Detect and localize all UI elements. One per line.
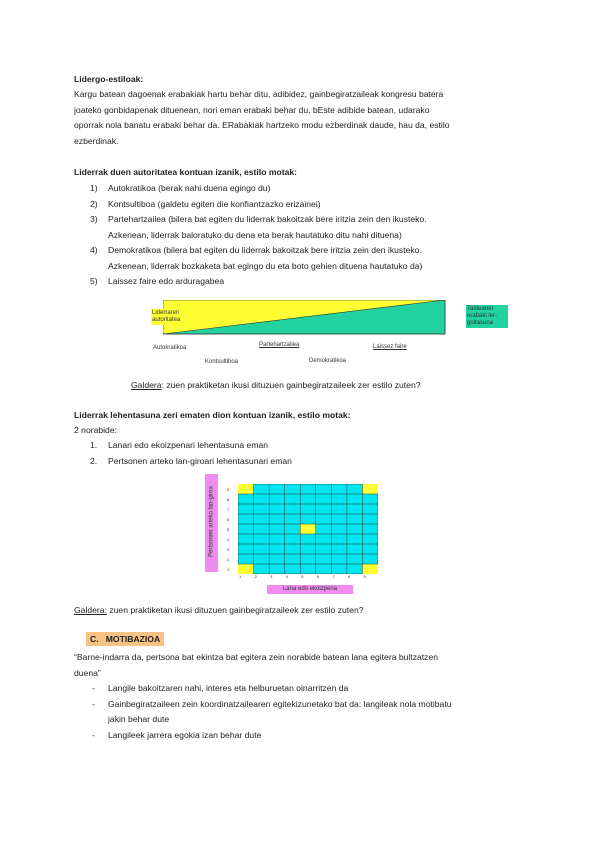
y-axis-label-box (205, 474, 218, 572)
paragraph-line: joateko gonbidapenak dituenean, nori eman erabaki behar du. bEste adibide batean, udarako (74, 104, 430, 115)
directions-subheading: 2 norabide: (74, 425, 118, 435)
list-number: 1) (90, 183, 98, 193)
bullet-item (74, 697, 529, 728)
bullet-text: Gainbegiratzaileen zein koordinatzailearen egitekizunetako bat da: langileak nola motibatu (108, 698, 452, 709)
question-text: : zuen praktiketan ikusi dituzuen gainbegiratzaileek zer estilo zuten? (161, 380, 421, 390)
list-number: 3) (90, 214, 98, 224)
x-tick-labels (238, 575, 378, 583)
question-label: Galdera (131, 380, 162, 390)
list-item-text: Kontsultiboa (galdetu egiten die konfiantzazko erizainei) (108, 198, 321, 209)
motivation-heading-highlight (86, 632, 164, 646)
group-freedom-label: Taldearen erabaki ler-goitasuna (466, 305, 508, 328)
list-item-text: Demokratikoa (bilera bat egiten du liderrak bakoitzak bere iritzia zein den ikusteko. (108, 245, 422, 255)
bullet-item (74, 728, 529, 744)
y-tick-label: 3 (227, 547, 230, 552)
x-tick-label: 1 (239, 574, 242, 579)
list-number: 1. (90, 440, 98, 450)
y-tick-label: 9 (227, 487, 230, 492)
grid-highlight-cell (238, 564, 254, 574)
tick-label-democratic: Demokratikoa (309, 358, 347, 364)
y-tick-label: 2 (227, 557, 230, 562)
bullet-text: Langileek jarrera egokia izan behar dute (108, 729, 262, 740)
x-axis-label: Lana edo ekoizpena (267, 585, 353, 594)
grid-highlight-cell (238, 484, 254, 494)
paragraph-line: ezberdinak. (74, 135, 119, 146)
x-tick-label: 5 (301, 574, 304, 579)
section-heading-motivation (86, 632, 164, 648)
section-heading-authority-styles: Liderrak duen autoritatea kontuan izanik, estilo motak: (74, 167, 298, 177)
list-number: 5) (90, 276, 98, 286)
grid-highlight-cell (362, 484, 378, 494)
continuum-triangle (163, 300, 453, 340)
y-tick-label: 6 (227, 517, 230, 522)
x-tick-label: 7 (332, 574, 335, 579)
dash-icon: - (92, 683, 95, 693)
tick-label-autocratic: Autokratikoa (153, 345, 187, 351)
paragraph-line: oporrak nola banatu erabaki behar da. ERabakiak hartzeko modu ezberdinak daude, hau da, estilo (74, 120, 450, 130)
question-label: Galdera: (74, 605, 107, 615)
grid-highlight-cell (362, 564, 378, 574)
managerial-grid-figure (205, 474, 385, 599)
bullet-item (74, 681, 529, 697)
list-item (74, 438, 529, 454)
section-heading-leadership-styles: Lidergo-estiloak: (74, 74, 144, 84)
grid-highlight-cell (300, 524, 316, 534)
question-2 (74, 603, 364, 619)
y-tick-label: 4 (227, 537, 230, 542)
question-1 (131, 378, 421, 394)
x-tick-label: 3 (270, 574, 273, 579)
tick-label-consultative: Kontsultiboa (205, 359, 239, 365)
list-item-text: Azkenean, liderrak baloratuko du dena eta berak hautatuko ditu nahi dituena) (108, 229, 402, 240)
y-tick-label: 8 (227, 497, 230, 502)
y-tick-label: 1 (227, 567, 230, 572)
tick-label-participative: Partehartzailea (259, 342, 300, 348)
bullet-text: Langile bakoitzaren nahi, interes eta helburuetan oinarritzen da (108, 683, 349, 693)
x-tick-label: 9 (363, 574, 366, 579)
section-heading-priority-styles: Liderrak lehentasuna zeri ematen dion kontuan izanik, estilo motak: (74, 410, 351, 420)
section-letter: C. (90, 634, 99, 644)
section-title: MOTIBAZIOA (105, 634, 161, 644)
grid-chart (238, 484, 378, 574)
x-tick-label: 6 (316, 574, 319, 579)
list-number: 4) (90, 245, 98, 255)
x-tick-label: 4 (285, 574, 288, 579)
priority-list (74, 438, 529, 469)
list-item (74, 243, 529, 274)
leadership-continuum-diagram (152, 300, 498, 372)
list-item-text: Laissez faire edo arduragabea (108, 276, 225, 286)
x-tick-label: 8 (347, 574, 351, 579)
y-tick-label: 7 (227, 507, 230, 512)
list-number: 2) (90, 198, 98, 209)
y-axis-label: Pertsonen arteko lan-giroa (208, 486, 215, 557)
authority-label: Liderraren autoritatea (151, 309, 197, 325)
list-item-text: Azkenean, liderrak bozkaketa bat egingo du eta boto gehien dituena hautatuko da) (108, 260, 423, 271)
y-tick-label: 5 (227, 527, 230, 532)
list-item-text: Pertsonen arteko lan-giroari lehentasunari eman (108, 455, 292, 466)
list-item-text: Lanari edo ekoizpenari lehentasuna eman (108, 440, 269, 450)
dash-icon: - (92, 698, 95, 709)
y-tick-labels (227, 486, 235, 576)
list-item (74, 197, 529, 213)
list-item (74, 212, 529, 243)
dash-icon: - (92, 729, 95, 740)
x-tick-label: 2 (254, 574, 257, 579)
intro-paragraph (74, 87, 529, 149)
list-item (74, 454, 529, 470)
authority-style-list (74, 181, 529, 290)
list-item-text: Partehartzailea (bilera bat egiten du liderrak bakoitzak bere iritzia zein den ikusteko. (108, 214, 427, 224)
tick-label-laissez-faire: Laissez faire (373, 344, 407, 350)
motivation-bullets (74, 681, 529, 743)
list-number: 2. (90, 455, 98, 466)
bullet-text: jakin behar dute (108, 714, 170, 724)
list-item (74, 274, 529, 290)
quote-line: duena” (74, 667, 101, 678)
paragraph-line: Kargu batean dagoenak erabakiak hartu behar ditu, adibidez, gainbegiratzaileak kongresu batera (74, 89, 444, 99)
motivation-quote (74, 650, 529, 681)
list-item-text: Autokratikoa (berak nahi duena egingo du) (108, 183, 271, 193)
quote-line: “Barne-indarra da, pertsona bat ekintza bat egitera zein norabide batean lana egitera bultzatzen (74, 652, 439, 662)
question-text: zuen praktiketan ikusi dituzuen gainbegiratzaileek zer estilo zuten? (106, 605, 364, 615)
list-item (74, 181, 529, 197)
